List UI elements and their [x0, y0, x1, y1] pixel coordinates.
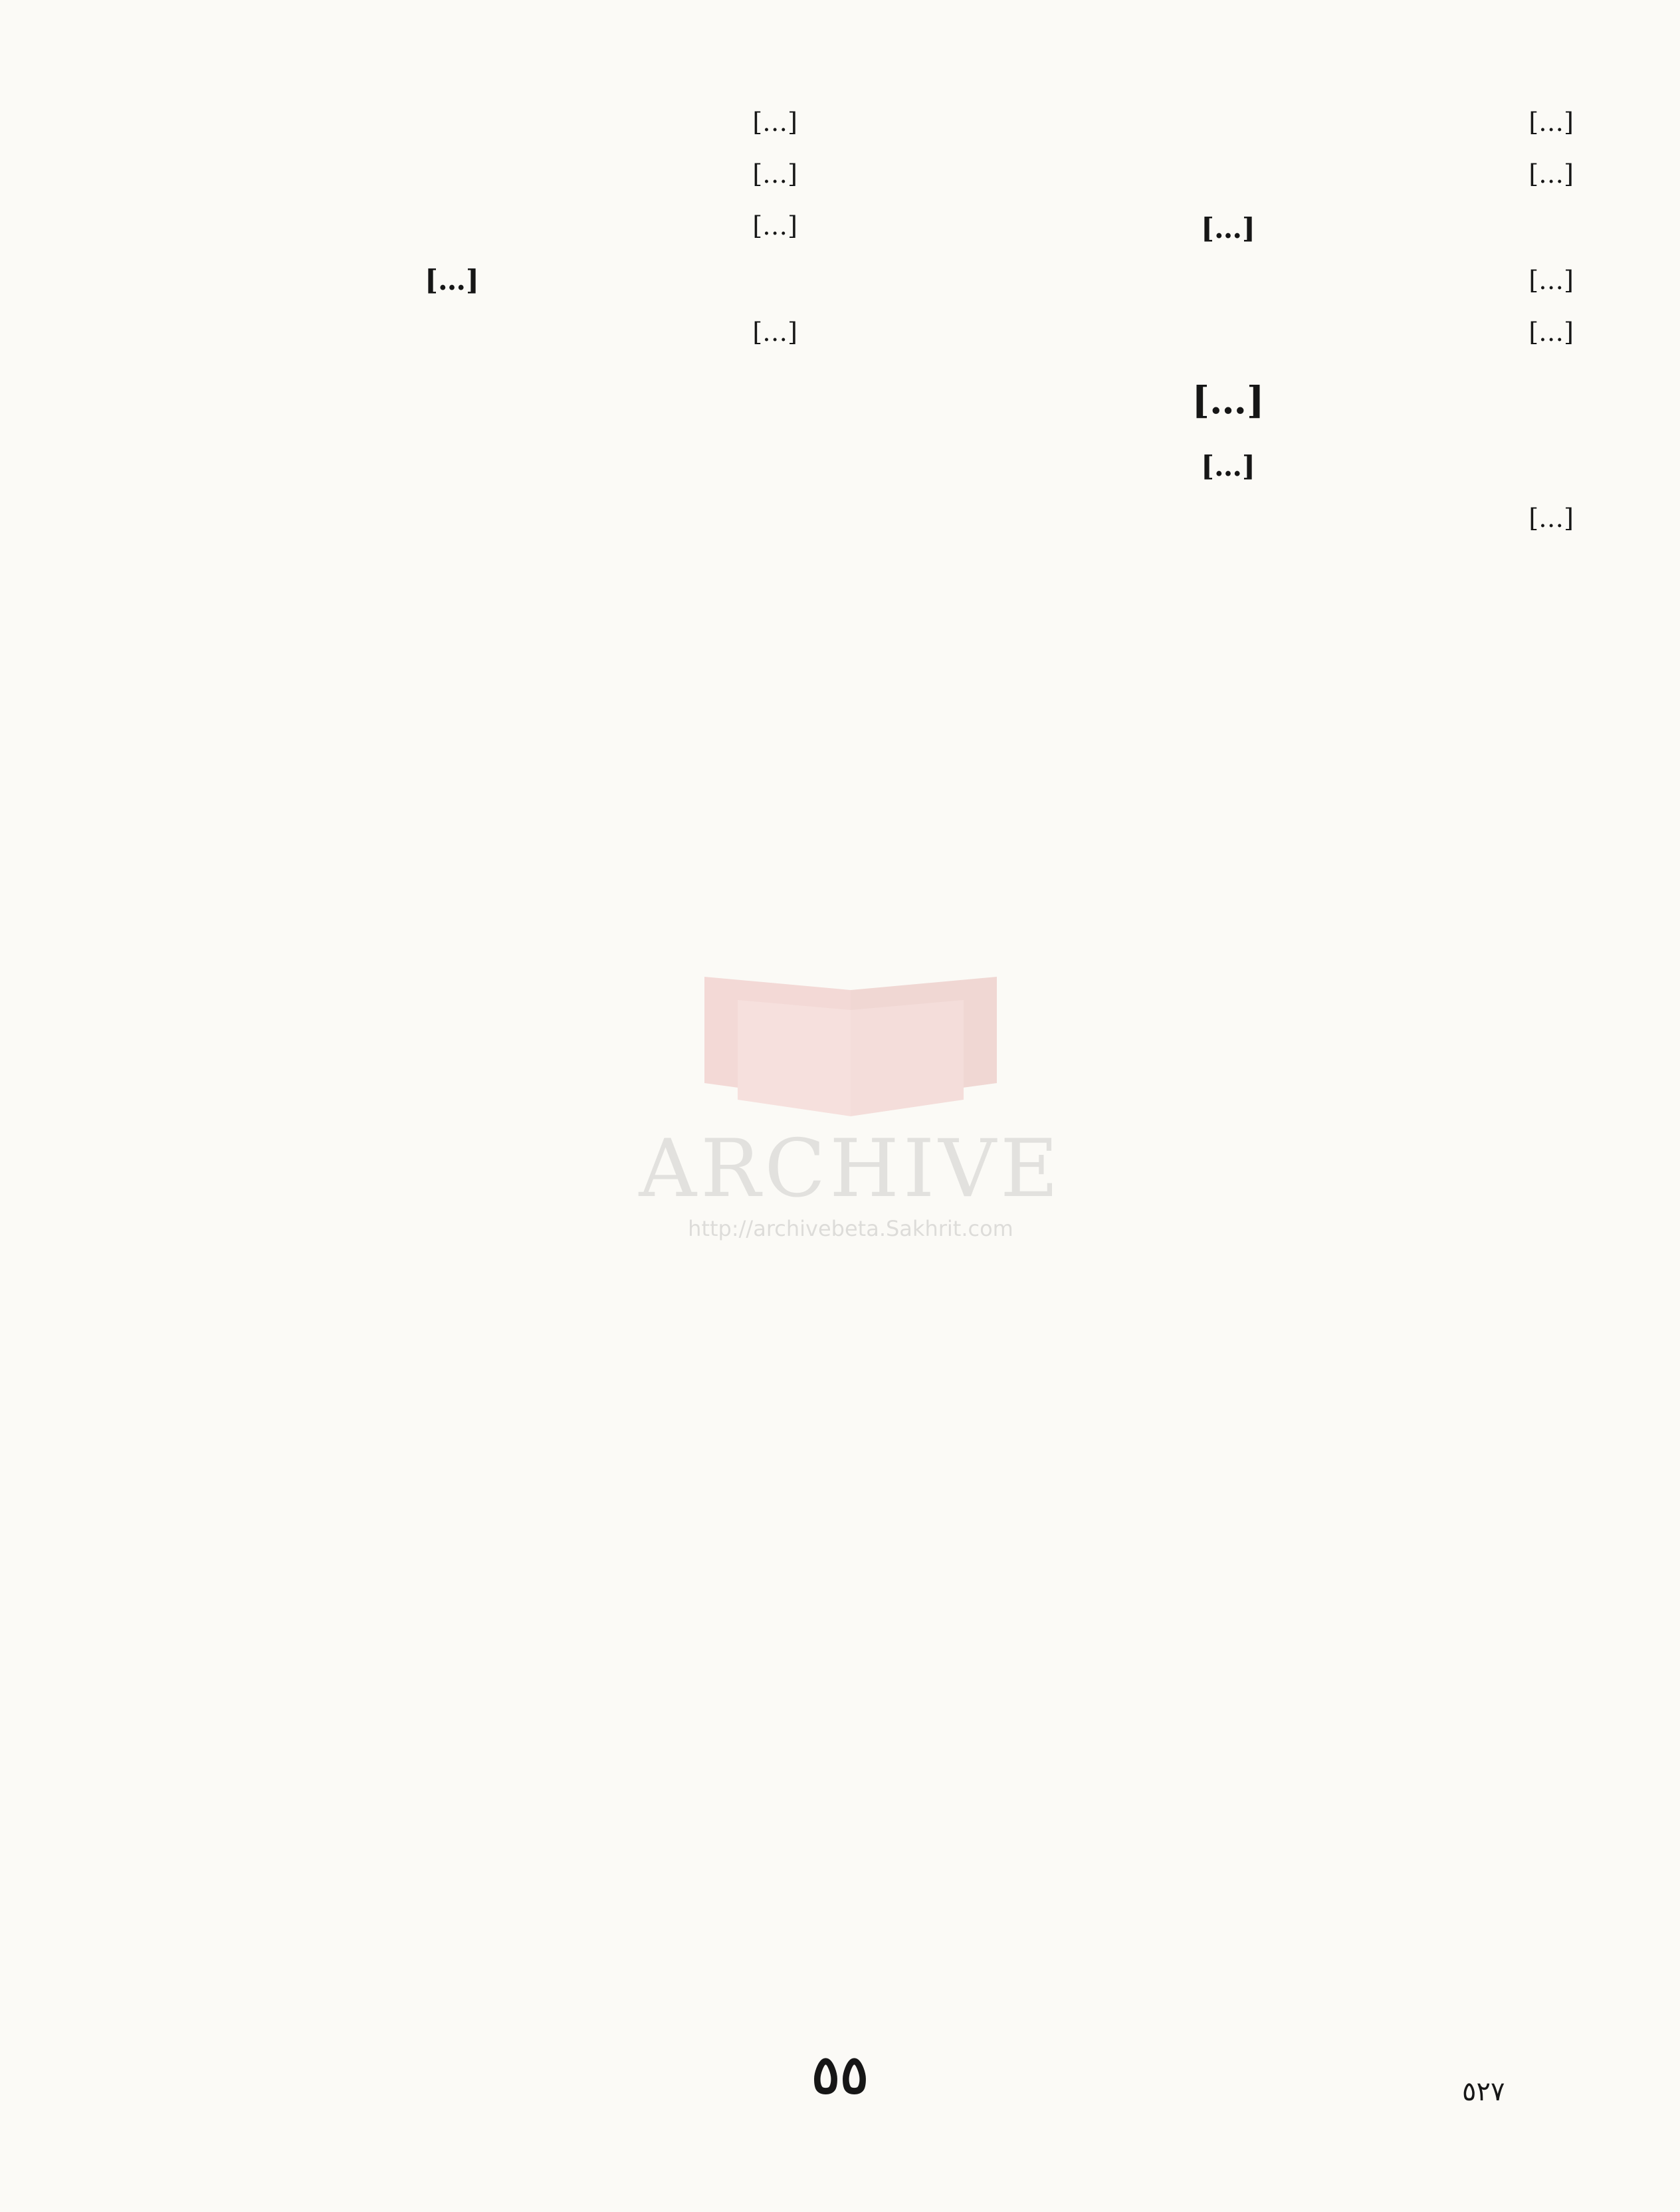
left-column-paragraph-3: […]: [752, 211, 797, 241]
watermark-wordmark: ARCHIVE: [639, 1123, 1063, 1215]
right-column-paragraph-2: […]: [1528, 159, 1574, 189]
left-column: [106, 100, 797, 361]
right-column-article-heading-7: […]: [1201, 450, 1255, 482]
right-column-paragraph-4: […]: [1528, 266, 1574, 295]
left-column-article-heading-4: […]: [425, 264, 479, 296]
right-column-article-heading-3: […]: [1201, 212, 1255, 245]
right-column-paragraph-8: […]: [1528, 504, 1574, 533]
right-column-paragraph-1: […]: [1528, 108, 1574, 137]
corner-page-number: ٥٢٧: [1462, 2076, 1505, 2107]
left-column-paragraph-1: […]: [752, 108, 797, 137]
right-column: [883, 100, 1574, 548]
right-column-paragraph-5: […]: [1528, 318, 1574, 347]
archive-watermark-logo: [598, 950, 1103, 1269]
left-column-paragraph-5: […]: [752, 318, 797, 347]
watermark-url: http://archivebeta.Sakhrit.com: [688, 1216, 1013, 1241]
page-number: ٥٥: [811, 2043, 869, 2106]
right-column-section-heading-6: […]: [1192, 379, 1265, 423]
left-column-paragraph-2: […]: [752, 159, 797, 189]
